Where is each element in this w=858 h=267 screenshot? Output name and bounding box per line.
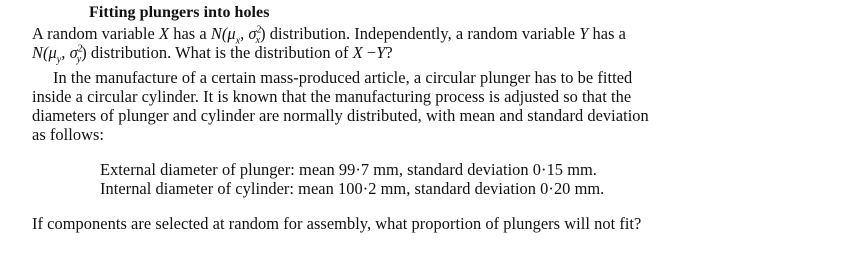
text-run: has a: [169, 24, 211, 43]
subscript-y: y: [56, 54, 62, 66]
variable-y: Y: [579, 24, 589, 43]
paragraph-2-line-4: as follows:: [32, 125, 105, 144]
paragraph-2-line-3: diameters of plunger and cylinder are normally distributed, with mean and standard deviation: [32, 106, 649, 125]
normal-symbol: N: [32, 43, 43, 62]
superscript-2: 2: [256, 24, 262, 36]
text-run: ) distribution. Independently, a random variable: [260, 24, 580, 43]
section-title: Fitting plungers into holes: [89, 4, 270, 21]
paragraph-2-line-1: In the manufacture of a certain mass-produced article, a circular plunger has to be fitted: [53, 68, 633, 87]
mu-symbol: (μ: [221, 24, 236, 43]
text-run: ?: [385, 43, 393, 62]
subscript-y: y: [76, 54, 82, 66]
variable-x: X: [158, 24, 170, 43]
subscript-x: x: [235, 35, 241, 47]
sigma-symbol: , σ: [240, 24, 257, 43]
question-text: If components are selected at random for assembly, what proportion of plungers will not fit?: [32, 214, 642, 233]
minus-sign: −: [362, 43, 377, 62]
normal-symbol: N: [210, 24, 222, 43]
mu-symbol: (μ: [42, 43, 57, 62]
cylinder-spec: Internal diameter of cylinder: mean 100·2 mm, standard deviation 0·20 mm.: [100, 179, 605, 198]
paragraph-2-line-2: inside a circular cylinder. It is known that the manufacturing process is adjusted so that the: [32, 87, 632, 106]
text-run: ) distribution. What is the distribution of: [81, 43, 353, 62]
variable-y: Y: [376, 43, 386, 62]
plunger-spec: External diameter of plunger: mean 99·7 mm, standard deviation 0·15 mm.: [100, 160, 597, 179]
variable-x: X: [352, 43, 363, 62]
superscript-2: 2: [77, 43, 83, 55]
sigma-symbol: , σ: [61, 43, 78, 62]
paragraph-1-line-1: [32, 24, 626, 47]
text-run: has a: [588, 24, 626, 43]
paragraph-1-line-2: [32, 43, 393, 66]
text-run: A random variable: [32, 24, 159, 43]
subscript-x: x: [255, 35, 261, 47]
